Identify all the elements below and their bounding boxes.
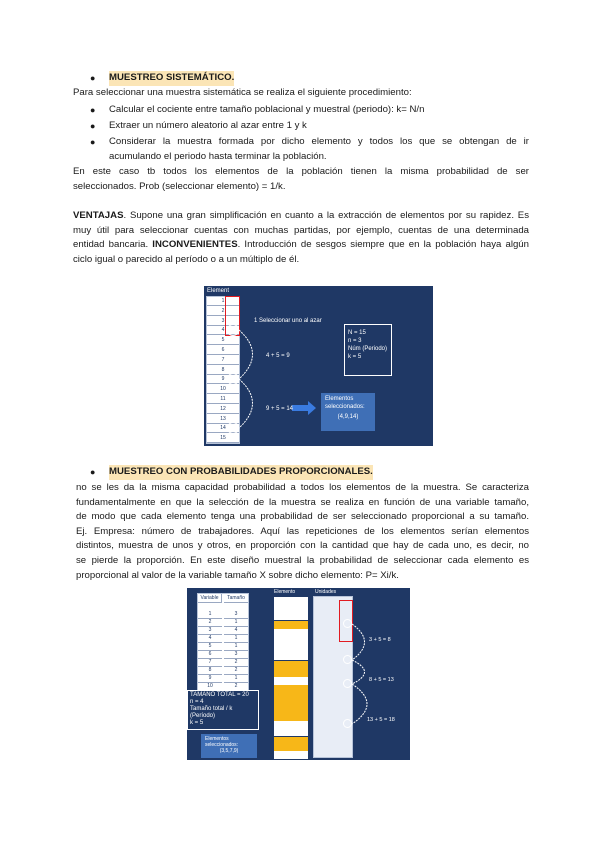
step-label: 9 + 5 = 14 (266, 406, 294, 412)
param-line: n = 3 (348, 338, 362, 344)
element-cell: 3 (207, 317, 239, 326)
column-header: Element (207, 288, 230, 294)
element-cell: 13 (207, 415, 239, 424)
totals-line: Tamaño total / k (190, 706, 233, 712)
bullet-marker: ● (90, 73, 96, 83)
text-fragment: . Introducción de sesgos siempre que en la población haya algún (237, 239, 529, 251)
text-line: de modo que cada elemento tenga una probabilidad de ser seleccionado proporcional a su tamaño. (76, 511, 529, 523)
element-cell: 8 (207, 366, 239, 375)
ventajas-label: VENTAJAS (73, 210, 124, 221)
param-line: N = 15 (348, 330, 366, 336)
table-cell: 2 (224, 682, 248, 691)
text-line (73, 209, 529, 224)
bullet-marker: ● (90, 467, 96, 477)
parameters-box (344, 324, 392, 376)
bullet-item-multiline (109, 135, 529, 164)
result-values: (3,5,7,9) (219, 748, 239, 754)
text-line: ciclo igual o parecido al período o a un múltiplo de él. (73, 253, 300, 265)
table-cell: 8 (198, 666, 222, 675)
table-cell: 10 (198, 682, 222, 691)
totals-line: (Período) (190, 713, 216, 719)
element-cell: 15 (207, 434, 239, 443)
step-label: 8 + 5 = 13 (369, 677, 394, 683)
text-line: Ej. Empresa: número de trabajadores. Aquí las repeticiones de los elementos serían elementos (76, 525, 529, 537)
text-line: En este caso tb todos los elementos de la población tienen la misma probabilidad de ser (73, 166, 529, 177)
result-box (321, 393, 375, 431)
table-cell: 1 (198, 610, 222, 619)
table-cell: 3 (224, 650, 248, 659)
proportional-sampling-figure (187, 588, 410, 760)
table-cell: 3 (224, 610, 248, 619)
table-cell: 9 (198, 674, 222, 683)
element-cell: 10 (207, 385, 239, 394)
table-cell: 1 (224, 618, 248, 627)
element-cell: 1 (207, 297, 239, 306)
bullet-item: Extraer un número aleatorio al azar entre 1 y k (109, 120, 307, 131)
element-cell: 6 (207, 346, 239, 355)
table-cell: 4 (198, 634, 222, 643)
totals-line: k = 5 (190, 720, 204, 726)
table-cell: 4 (224, 626, 248, 635)
param-line: Núm (Periodo) (348, 346, 388, 352)
element-cell: 14 (207, 424, 239, 433)
totals-line: TAMAÑO TOTAL = 20 (190, 692, 249, 698)
text-fragment: . Supone una gran simplificación en cuanto a la extracción de elementos por su rapidez. Es (123, 210, 529, 221)
section-heading-systematic: MUESTREO SISTEMÁTICO. (109, 71, 234, 86)
text-line (73, 238, 529, 253)
proportional-paragraph (76, 481, 529, 583)
table-header: Variable (198, 594, 222, 603)
text-line: acumulando el periodo hasta terminar la población. (109, 150, 327, 162)
step-label: 13 + 5 = 18 (367, 717, 395, 723)
table-cell: 3 (198, 626, 222, 635)
systematic-sampling-figure (204, 286, 433, 446)
result-values: (4,9,14) (337, 414, 359, 420)
period-arcs (204, 286, 433, 446)
table-header: Tamaño (224, 594, 248, 603)
text-line: no se les da la misma capacidad probabilidad a todos los elementos de la muestra. Se caracteriza (76, 482, 529, 493)
text-line: proporcional al valor de la variable tamaño X sobre dicho elemento: P= Xi/k. (76, 569, 399, 581)
element-cell: 2 (207, 307, 239, 316)
step-label: 4 + 5 = 9 (266, 353, 290, 359)
bullet-marker: ● (90, 105, 96, 115)
section-heading-proportional: MUESTREO CON PROBABILIDADES PROPORCIONALES. (109, 465, 373, 480)
case-paragraph (73, 165, 529, 194)
element-cell: 12 (207, 405, 239, 414)
column-header: Unidades (315, 589, 337, 595)
text-line: muy útil para seleccionar cuentas con muchas partidas, por ejemplo, cuentas de una determinada (73, 224, 529, 236)
text-fragment: entidad bancaria. (73, 239, 153, 251)
table-cell: 1 (224, 642, 248, 651)
text-line: fundamentalmente en que la selección de la muestra se realiza en función de una variable tamaño, (76, 496, 529, 508)
intro-text: Para seleccionar una muestra sistemática se realiza el siguiente procedimiento: (73, 87, 412, 98)
text-line: Considerar la muestra formada por dicho elemento y todos los que se obtengan de ir (109, 136, 529, 147)
bullet-marker: ● (90, 137, 96, 147)
result-title: Elementos seleccionados: (205, 736, 239, 748)
table-cell: 7 (198, 658, 222, 667)
element-cell: 5 (207, 336, 239, 345)
table-cell: 6 (198, 650, 222, 659)
element-cell: 7 (207, 356, 239, 365)
param-line: k = 5 (348, 354, 362, 360)
totals-line: n = 4 (190, 699, 204, 705)
bullet-item: Calcular el cociente entre tamaño poblacional y muestral (periodo): k= N/n (109, 104, 425, 115)
table-cell: 2 (224, 666, 248, 675)
column-header: Elemento (274, 589, 296, 595)
inconvenientes-label: INCONVENIENTES (152, 239, 238, 251)
random-label: 1 Seleccionar uno al azar (254, 318, 322, 324)
text-line: distintos, muestra de unos y otros, en proporción con la cantidad que hay de cada uno, es decir, no (76, 540, 529, 552)
result-title: Elementos seleccionados: (325, 396, 365, 410)
element-cell: 9 (207, 375, 239, 384)
table-cell: 1 (224, 674, 248, 683)
table-cell: 1 (224, 634, 248, 643)
step-label: 3 + 5 = 8 (369, 637, 391, 643)
element-cell: 4 (207, 326, 239, 335)
ventajas-paragraph (73, 209, 529, 267)
element-cell: 11 (207, 395, 239, 404)
table-cell: 2 (224, 658, 248, 667)
table-cell: 2 (198, 618, 222, 627)
text-line: seleccionados. Prob (seleccionar elemento) = 1/k. (73, 180, 286, 192)
bullet-marker: ● (90, 121, 96, 131)
period-arcs (187, 588, 410, 760)
table-cell: 5 (198, 642, 222, 651)
text-line: se pierde la proporción. En este diseño muestral la probabilidad de seleccionar cada elemento es (76, 554, 529, 566)
